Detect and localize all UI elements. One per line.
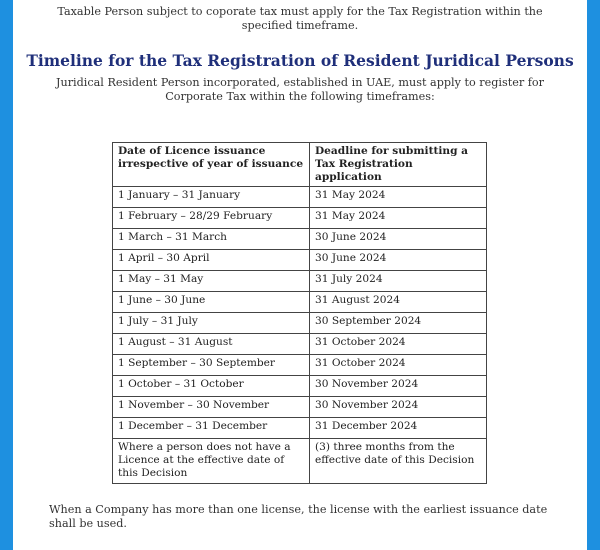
cell-deadline: 30 June 2024: [310, 250, 487, 271]
table-row: [113, 313, 487, 334]
cell-deadline: (3) three months from the effective date of this Decision: [310, 439, 487, 484]
table-row: [113, 229, 487, 250]
table-row: [113, 355, 487, 376]
cell-licence-period: 1 December – 31 December: [113, 418, 310, 439]
page-title: Timeline for the Tax Registration of Resident Juridical Persons: [26, 51, 574, 70]
cell-deadline: 31 October 2024: [310, 334, 487, 355]
cell-licence-period: 1 August – 31 August: [113, 334, 310, 355]
footer-note: When a Company has more than one license, the license with the earliest issuance date shall be used.: [49, 503, 548, 530]
table-row: [113, 439, 487, 484]
cell-licence-period: 1 June – 30 June: [113, 292, 310, 313]
cell-deadline: 30 November 2024: [310, 376, 487, 397]
cell-licence-period: 1 May – 31 May: [113, 271, 310, 292]
cell-deadline: 31 May 2024: [310, 208, 487, 229]
intro-text: Taxable Person subject to coporate tax must apply for the Tax Registration within the specified timeframe.: [57, 5, 543, 32]
document-page: [13, 0, 587, 550]
cell-deadline: 30 November 2024: [310, 397, 487, 418]
table-row: [113, 250, 487, 271]
cell-deadline: 31 May 2024: [310, 187, 487, 208]
table-row: [113, 334, 487, 355]
cell-licence-period: 1 November – 30 November: [113, 397, 310, 418]
table-header-row: [113, 143, 487, 187]
cell-licence-period: 1 February – 28/29 February: [113, 208, 310, 229]
table-row: [113, 271, 487, 292]
cell-licence-period: 1 March – 31 March: [113, 229, 310, 250]
table-row: [113, 292, 487, 313]
cell-licence-period: 1 October – 31 October: [113, 376, 310, 397]
cell-licence-period: 1 September – 30 September: [113, 355, 310, 376]
subtitle-text: Juridical Resident Person incorporated, established in UAE, must apply to register for Corporate Tax within the following timeframes:: [56, 76, 544, 103]
registration-timeline-table: [112, 142, 487, 484]
table-row: [113, 208, 487, 229]
cell-licence-period: 1 January – 31 January: [113, 187, 310, 208]
cell-deadline: 31 August 2024: [310, 292, 487, 313]
cell-deadline: 30 September 2024: [310, 313, 487, 334]
header-deadline: Deadline for submitting a Tax Registration application: [310, 143, 487, 187]
cell-deadline: 31 October 2024: [310, 355, 487, 376]
cell-deadline: 31 July 2024: [310, 271, 487, 292]
table-row: [113, 187, 487, 208]
cell-licence-period: 1 July – 31 July: [113, 313, 310, 334]
cell-deadline: 31 December 2024: [310, 418, 487, 439]
cell-licence-period: Where a person does not have a Licence at the effective date of this Decision: [113, 439, 310, 484]
table-row: [113, 418, 487, 439]
table-row: [113, 376, 487, 397]
cell-licence-period: 1 April – 30 April: [113, 250, 310, 271]
table-row: [113, 397, 487, 418]
header-licence-date: Date of Licence issuance irrespective of year of issuance: [113, 143, 310, 187]
cell-deadline: 30 June 2024: [310, 229, 487, 250]
